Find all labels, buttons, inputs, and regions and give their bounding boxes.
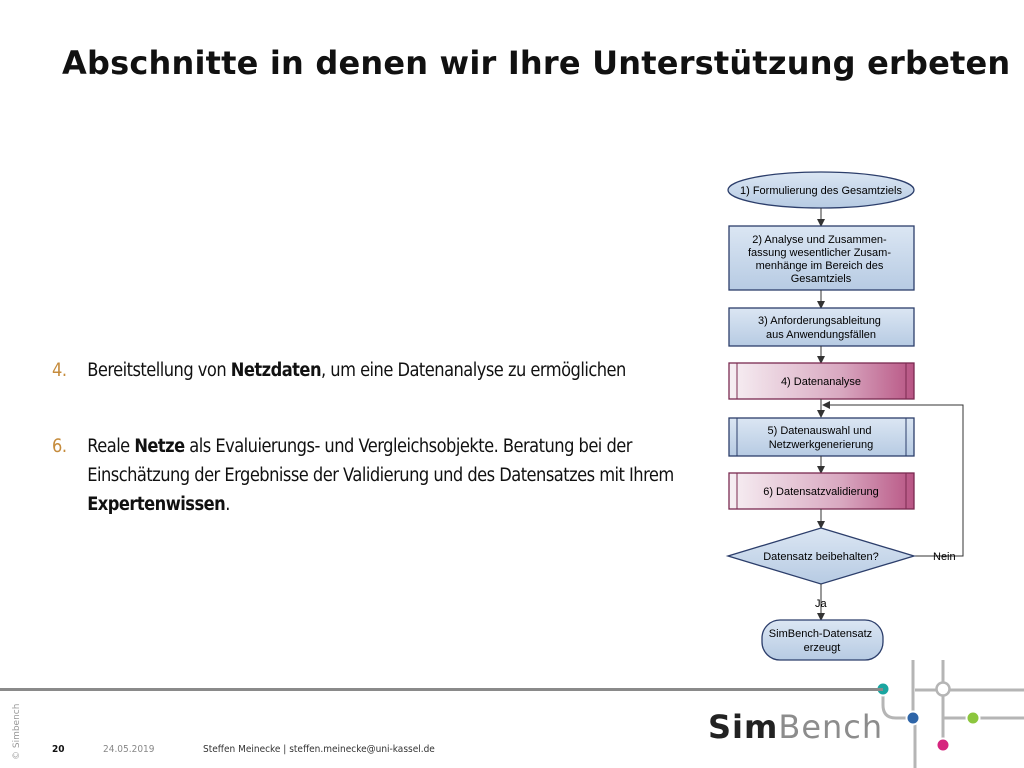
flow-no-label: Nein: [933, 551, 956, 563]
slide-title: Abschnitte in denen wir Ihre Unterstützung erbeten: [62, 44, 1011, 82]
flow-yes-label: Ja: [815, 598, 827, 610]
bullet-text-part: .: [225, 494, 230, 515]
bullet-text-part: Bereitstellung von: [87, 360, 231, 381]
footer-date: 24.05.2019: [103, 744, 155, 755]
flow-decision-label: Datensatz beibehalten?: [763, 551, 879, 563]
footer-divider: [0, 688, 883, 691]
flow-step-3-label: 3) Anforderungsableitung aus Anwendungsfällen: [758, 315, 881, 341]
flow-start-label: 1) Formulierung des Gesamtziels: [739, 185, 903, 197]
network-node-icon: [937, 739, 950, 752]
flow-step-6-label: 6) Datensatzvalidierung: [763, 486, 879, 498]
side-copyright: © Simbench: [12, 703, 22, 760]
footer-page-number: 20: [52, 744, 65, 755]
bullet-bold: Netzdaten: [230, 360, 322, 381]
bullet-number: 6.: [52, 436, 67, 457]
bullet-text-part: , um eine Datenanalyse zu ermöglichen: [321, 360, 626, 381]
network-node-icon: [967, 712, 980, 725]
network-node-icon: [937, 683, 950, 696]
simbench-logo-text: [708, 708, 883, 746]
bullet-bold: Expertenwissen: [87, 494, 226, 515]
bullet-number: 4.: [52, 360, 67, 381]
flow-step-4-label: 4) Datenanalyse: [780, 376, 862, 388]
bullet-bold: Netze: [134, 436, 185, 457]
flow-step-5-label: 5) Datenauswahl und Netzwerkgenerierung: [767, 425, 874, 451]
bullet-text-part: als Evaluierungs- und Vergleichsobjekte. Beratung bei der Einschätzung der Ergebnisse der Validierung und des Datensatzes mit Ihrem: [87, 436, 674, 486]
flow-end: [762, 620, 883, 660]
network-logo-graphic: [883, 660, 1024, 768]
brand-part: Sim: [708, 708, 779, 746]
flow-step-2-label: 2) Analyse und Zusammen- fassung wesentlicher Zusam- menhänge im Bereich des Gesamtziels: [747, 234, 891, 285]
bullet-text-part: Reale: [87, 436, 135, 457]
flow-end-label: SimBench-Datensatz erzeugt: [768, 628, 873, 654]
brand-part: Bench: [778, 708, 884, 746]
network-node-icon: [907, 712, 920, 725]
footer-author: Steffen Meinecke | steffen.meinecke@uni-kassel.de: [203, 744, 435, 755]
